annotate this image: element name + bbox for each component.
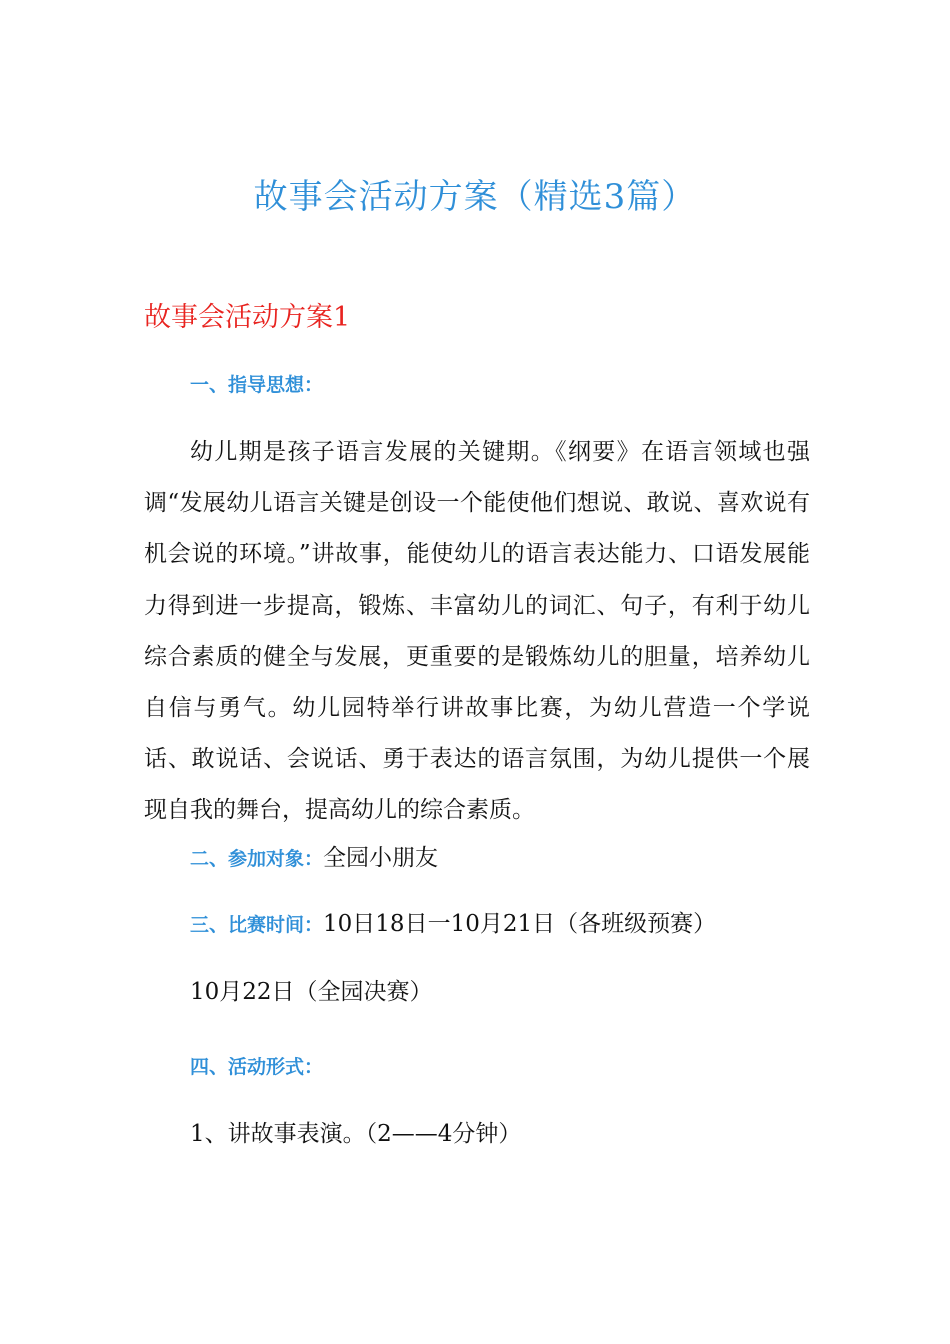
heading-participants-label: 二、参加对象 <box>190 848 305 870</box>
heading-competition-time <box>190 909 716 940</box>
heading-competition-time-colon: ： <box>304 914 324 936</box>
paragraph-guiding-thought: 幼儿期是孩子语言发展的关键期。《纲要》在语言领域也强调“发展幼儿语言关键是创设一个能使他们想说、敢说、喜欢说有机会说的环境。”讲故事，能使幼儿的语言表达能力、口语发展能力得到进一步提高，锻炼、丰富幼儿的词汇、句子，有利于幼儿综合素质的健全与发展，更重要的是锻炼幼儿的胆量，培养幼儿自信与勇气。幼儿园特举行讲故事比赛，为幼儿营造一个学说话、敢说话、会说话、勇于表达的语言氛围，为幼儿提供一个展现自我的舞台，提高幼儿的综合素质。 <box>144 439 810 824</box>
heading-guiding-thought: 一、指导思想： <box>190 374 324 396</box>
heading-competition-time-label: 三、比赛时间 <box>190 914 305 936</box>
section-title: 故事会活动方案1 <box>144 302 351 333</box>
heading-participants <box>190 843 438 874</box>
participants-value: 全园小朋友 <box>323 845 439 871</box>
heading-activity-form: 四、活动形式： <box>190 1056 324 1078</box>
heading-participants-colon: ： <box>304 848 324 870</box>
competition-time-final: 10月22日（全园决赛） <box>190 979 433 1005</box>
competition-time-value: 10日18日一10月21日（各班级预赛） <box>323 911 717 937</box>
document-title: 故事会活动方案（精选3篇） <box>253 177 697 217</box>
activity-form-item-1: 1、讲故事表演。（2——4分钟） <box>190 1121 522 1147</box>
